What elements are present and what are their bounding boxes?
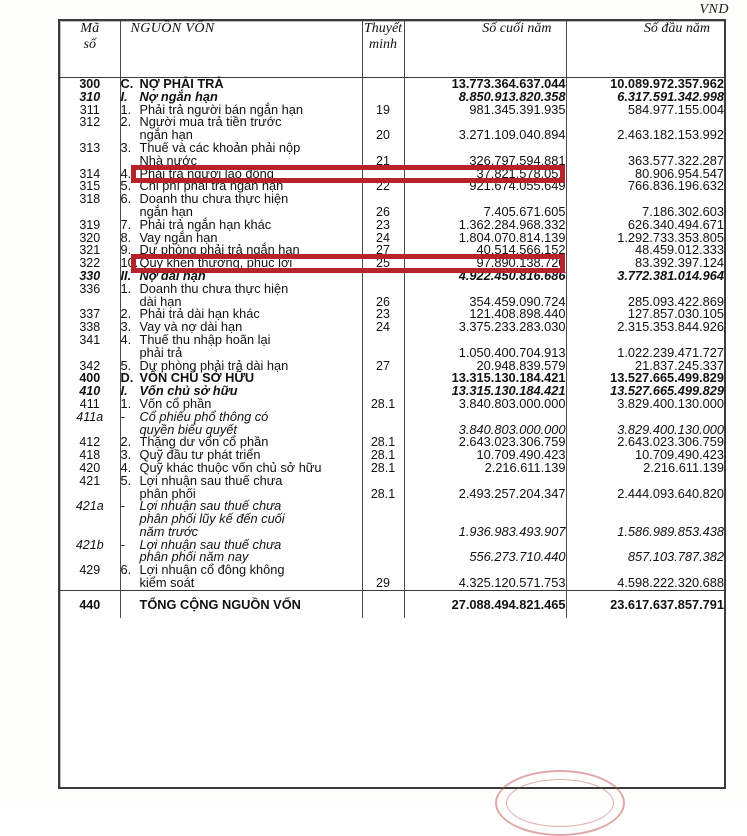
row-note-ref <box>362 475 404 488</box>
row-note-ref: 28.1 <box>362 436 404 449</box>
row-label: ngắn hạn <box>139 203 193 219</box>
row-note-ref: 21 <box>362 155 404 168</box>
row-code <box>60 577 120 590</box>
row-label: Dự phòng phải trả ngắn hạn <box>139 242 300 258</box>
row-marker: C. <box>120 76 134 91</box>
row-marker: II. <box>120 267 132 283</box>
row-code: 412 <box>79 435 101 450</box>
row-code: 429 <box>79 563 101 578</box>
row-marker: 1. <box>120 280 132 296</box>
row-label: VỐN CHỦ SỞ HỮU <box>139 370 255 386</box>
row-code <box>60 155 120 168</box>
row-note-ref <box>362 539 404 552</box>
row-label: phân phối năm nay <box>139 549 249 565</box>
row-value-previous-year: 285.093.422.869 <box>566 296 724 309</box>
row-code: 418 <box>79 448 101 463</box>
row-code <box>60 513 120 526</box>
row-label: phân phối <box>139 485 196 501</box>
row-note-ref <box>362 142 404 155</box>
row-code: 321 <box>79 243 101 258</box>
row-code: 319 <box>79 217 101 232</box>
row-label: Quỹ khác thuộc vốn chủ sở hữu <box>139 459 322 475</box>
row-value-current-year <box>404 500 566 513</box>
row-value-current-year: 13.315.130.184.421 <box>404 385 566 398</box>
row-code: 341 <box>79 332 101 347</box>
row-marker: 4. <box>120 459 132 475</box>
row-label: phải trả <box>139 344 183 360</box>
row-marker: I. <box>120 88 128 104</box>
row-value-previous-year: 4.598.222.320.688 <box>566 577 724 590</box>
row-marker: 6. <box>120 562 132 578</box>
row-value-previous-year: 3.829.400.130.000 <box>566 398 724 411</box>
row-label-cell <box>120 577 362 590</box>
row-note-ref: 24 <box>362 321 404 334</box>
row-label: Phải trả người lao động <box>139 165 274 181</box>
row-marker: - <box>120 498 125 514</box>
row-value-previous-year: 2.315.353.844.926 <box>566 321 724 334</box>
row-note-ref <box>362 590 404 617</box>
row-label: Thặng dư vốn cổ phần <box>139 434 269 450</box>
row-code: 300 <box>79 77 101 91</box>
row-code <box>60 526 120 539</box>
balance-sheet-table-container <box>58 19 726 789</box>
row-label: Quỹ khen thưởng, phúc lợi <box>139 255 293 271</box>
row-code: 421a <box>75 499 104 514</box>
row-label: Vay ngắn hạn <box>139 229 218 245</box>
row-code: 311 <box>79 102 100 117</box>
row-value-previous-year: 2.643.023.306.759 <box>566 436 724 449</box>
row-label: Thuế và các khoản phải nộp <box>139 139 301 155</box>
row-value-previous-year: 127.857.030.105 <box>566 308 724 321</box>
row-value-previous-year: 1.022.239.471.727 <box>566 347 724 360</box>
row-value-current-year: 97.890.138.720 <box>404 257 566 270</box>
row-code: 318 <box>79 192 101 207</box>
row-code: 421 <box>79 473 101 488</box>
row-value-current-year: 2.493.257.204.347 <box>404 488 566 501</box>
row-label: Nợ ngắn hạn <box>139 88 218 104</box>
row-note-ref: 28.1 <box>362 449 404 462</box>
row-marker: 9. <box>120 242 132 258</box>
row-marker: 8. <box>120 229 132 245</box>
row-value-previous-year: 48.459.012.333 <box>566 244 724 257</box>
row-label: Nhà nước <box>139 152 198 168</box>
row-marker: - <box>120 536 125 552</box>
row-marker: D. <box>120 370 134 386</box>
row-code: 411 <box>79 396 100 411</box>
row-note-ref: 29 <box>362 577 404 590</box>
row-note-ref: 28.1 <box>362 462 404 475</box>
row-note-ref: 23 <box>362 219 404 232</box>
row-value-previous-year: 10.709.490.423 <box>566 449 724 462</box>
row-marker: 1. <box>120 395 132 411</box>
table-row <box>60 577 724 590</box>
currency-unit-label: VND <box>699 2 729 17</box>
row-label: kiểm soát <box>139 575 195 591</box>
row-marker: 3. <box>120 319 132 335</box>
row-marker: 5. <box>120 357 132 373</box>
table-header <box>60 21 724 78</box>
row-code: 410 <box>79 384 101 399</box>
row-code: 338 <box>79 320 101 335</box>
row-code: 312 <box>79 115 101 130</box>
row-value-current-year: 1.362.284.968.332 <box>404 219 566 232</box>
row-value-current-year: 3.271.109.040.894 <box>404 129 566 142</box>
row-code: 411a <box>76 409 104 424</box>
row-value-current-year: 37.821.578.051 <box>404 168 566 181</box>
row-value-previous-year: 3.772.381.014.964 <box>566 270 724 283</box>
row-value-previous-year: 363.577.322.287 <box>566 155 724 168</box>
row-value-previous-year: 2.463.182.153.992 <box>566 129 724 142</box>
row-note-ref <box>362 372 404 385</box>
table-header-row <box>60 21 724 78</box>
row-label: Thuế thu nhập hoãn lại <box>139 331 271 347</box>
row-note-ref <box>362 270 404 283</box>
row-value-current-year: 4.922.450.816.686 <box>404 270 566 283</box>
row-note-ref: 26 <box>362 206 404 219</box>
row-value-previous-year: 857.103.787.382 <box>566 551 724 564</box>
row-note-ref: 26 <box>362 296 404 309</box>
row-code: 314 <box>79 166 101 181</box>
row-marker: 4. <box>120 331 132 347</box>
row-label-cell <box>120 590 362 617</box>
row-value-current-year: 3.840.803.000.000 <box>404 398 566 411</box>
row-value-previous-year: 3.829.400.130.000 <box>566 424 724 437</box>
row-code: 336 <box>79 281 101 296</box>
row-code: 320 <box>79 230 101 245</box>
column-header-current-year: Số cuối năm <box>404 21 566 78</box>
row-value-previous-year: 626.340.494.671 <box>566 219 724 232</box>
row-value-current-year: 4.325.120.571.753 <box>404 577 566 590</box>
row-marker: 1. <box>120 101 132 117</box>
row-marker: 2. <box>120 114 132 130</box>
row-value-current-year: 354.459.090.724 <box>404 296 566 309</box>
row-value-current-year: 7.405.671.605 <box>404 206 566 219</box>
column-header-note-line2: minh <box>369 37 397 53</box>
row-marker: - <box>120 408 125 424</box>
row-code: 330 <box>79 268 101 283</box>
row-note-ref <box>362 347 404 360</box>
row-marker: 2. <box>120 306 132 322</box>
row-label: phân phối lũy kế đến cuối <box>139 511 285 527</box>
row-value-previous-year: 766.836.196.632 <box>566 180 724 193</box>
row-note-ref: 22 <box>362 180 404 193</box>
column-header-code <box>60 21 120 78</box>
row-note-ref <box>362 91 404 104</box>
row-value-current-year: 1.804.070.814.139 <box>404 232 566 245</box>
row-label: quyền biểu quyết <box>139 421 237 437</box>
row-note-ref <box>362 283 404 296</box>
row-code <box>60 206 120 219</box>
column-header-note-line1: Thuyết <box>363 21 403 36</box>
row-code: 313 <box>79 140 101 155</box>
row-marker: 2. <box>120 434 132 450</box>
row-code: 342 <box>79 358 101 373</box>
row-value-previous-year: 13.527.665.499.829 <box>566 372 724 385</box>
row-label: Lợi nhuận cổ đông không <box>139 562 285 578</box>
row-label: Cổ phiếu phổ thông có <box>139 408 269 424</box>
row-label: Doanh thu chưa thực hiện <box>139 191 289 207</box>
row-value-current-year: 3.840.803.000.000 <box>404 424 566 437</box>
row-code: 337 <box>79 307 101 322</box>
row-value-current-year: 20.948.839.579 <box>404 360 566 373</box>
row-label: Chi phí phải trả ngắn hạn <box>139 178 284 194</box>
row-value-previous-year: 13.527.665.499.829 <box>566 385 724 398</box>
row-label: Doanh thu chưa thực hiện <box>139 280 289 296</box>
row-value-current-year: 13.773.364.637.044 <box>404 78 566 91</box>
row-label: Phải trả dài hạn khác <box>139 306 260 322</box>
row-label: NỢ PHẢI TRẢ <box>139 76 224 91</box>
row-value-current-year: 921.674.055.649 <box>404 180 566 193</box>
row-label: Vốn chủ sở hữu <box>139 383 238 399</box>
column-header-code-line1: Mã <box>80 21 100 36</box>
row-note-ref: 28.1 <box>362 398 404 411</box>
row-label: Người mua trả tiền trước <box>139 114 282 130</box>
row-value-current-year: 8.850.913.820.358 <box>404 91 566 104</box>
row-value-previous-year: 7.186.302.603 <box>566 206 724 219</box>
row-value-current-year: 981.345.391.935 <box>404 104 566 117</box>
table-row <box>60 590 724 617</box>
row-code: 400 <box>79 371 101 386</box>
column-header-name: NGUỒN VỐN <box>120 21 362 78</box>
row-value-previous-year: 1.586.989.853.438 <box>566 526 724 539</box>
row-label: năm trước <box>139 523 199 539</box>
row-value-current-year: 13.315.130.184.421 <box>404 372 566 385</box>
row-marker: 7. <box>120 216 132 232</box>
row-label: Dự phòng phải trả dài hạn <box>139 357 289 373</box>
row-marker: 5. <box>120 178 132 194</box>
row-value-current-year: 27.088.494.821.465 <box>404 590 566 617</box>
row-marker: 5. <box>120 472 132 488</box>
row-marker: 3. <box>120 447 132 463</box>
row-value-current-year: 3.375.233.283.030 <box>404 321 566 334</box>
row-code: 310 <box>79 89 101 104</box>
row-value-current-year: 121.408.898.440 <box>404 308 566 321</box>
row-value-current-year: 326.797.594.881 <box>404 155 566 168</box>
row-note-ref <box>362 78 404 91</box>
row-label: Vốn cổ phần <box>139 395 212 411</box>
column-header-note <box>362 21 404 78</box>
row-label: Lợi nhuận sau thuế chưa <box>139 498 282 514</box>
row-value-previous-year: 80.906.954.547 <box>566 168 724 181</box>
row-label: Lợi nhuận sau thuế chưa <box>139 472 283 488</box>
row-note-ref: 25 <box>362 257 404 270</box>
row-code: 421b <box>75 537 104 552</box>
row-note-ref: 27 <box>362 360 404 373</box>
row-note-ref: 24 <box>362 232 404 245</box>
row-marker: 10. <box>120 255 139 271</box>
row-value-previous-year: 10.089.972.357.962 <box>566 78 724 91</box>
balance-sheet-table <box>60 21 724 618</box>
row-note-ref <box>362 385 404 398</box>
row-value-current-year: 10.709.490.423 <box>404 449 566 462</box>
row-note-ref: 23 <box>362 308 404 321</box>
row-value-previous-year: 1.292.733.353.805 <box>566 232 724 245</box>
row-code <box>60 347 120 360</box>
row-value-previous-year: 2.444.093.640.820 <box>566 488 724 501</box>
row-marker: 6. <box>120 191 132 207</box>
row-label: Phải trả người bán ngắn hạn <box>139 101 304 117</box>
row-label: Quỹ đầu tư phát triển <box>139 447 261 463</box>
row-note-ref: 20 <box>362 129 404 142</box>
row-value-current-year: 1.050.400.704.913 <box>404 347 566 360</box>
row-code: 420 <box>79 460 101 475</box>
row-marker: I. <box>120 383 128 399</box>
row-value-current-year: 40.514.566.152 <box>404 244 566 257</box>
row-code: 315 <box>79 179 101 194</box>
row-label: Lợi nhuận sau thuế chưa <box>139 536 282 552</box>
row-note-ref <box>362 526 404 539</box>
row-note-ref: 19 <box>362 104 404 117</box>
row-value-previous-year: 584.977.155.004 <box>566 104 724 117</box>
row-label: Vay và nợ dài hạn <box>139 319 243 335</box>
column-header-previous-year: Số đầu năm <box>566 21 724 78</box>
row-value-previous-year: 83.392.397.124 <box>566 257 724 270</box>
row-value-previous-year: 6.317.591.342.998 <box>566 91 724 104</box>
row-note-ref <box>362 551 404 564</box>
row-label: Phải trả ngắn hạn khác <box>139 216 272 232</box>
row-value-current-year: 556.273.710.440 <box>404 551 566 564</box>
row-label: ngắn hạn <box>139 127 193 143</box>
row-label: dài hạn <box>139 293 182 309</box>
row-value-previous-year: 21.837.245.337 <box>566 360 724 373</box>
row-note-ref: 27 <box>362 244 404 257</box>
row-value-previous-year <box>566 500 724 513</box>
table-body <box>60 78 724 618</box>
row-marker: 3. <box>120 139 132 155</box>
row-marker: 4. <box>120 165 132 181</box>
row-value-previous-year: 23.617.637.857.791 <box>566 590 724 617</box>
row-code: 322 <box>79 256 101 271</box>
row-note-ref <box>362 500 404 513</box>
column-header-code-line2: số <box>83 37 96 53</box>
cut-off-header-text <box>62 0 362 8</box>
row-note-ref <box>362 334 404 347</box>
row-note-ref: 28.1 <box>362 488 404 501</box>
row-value-current-year: 2.643.023.306.759 <box>404 436 566 449</box>
row-note-ref <box>362 513 404 526</box>
row-label: TỔNG CỘNG NGUỒN VỐN <box>139 596 301 612</box>
row-value-current-year: 1.936.983.493.907 <box>404 526 566 539</box>
row-code: 440 <box>60 590 120 617</box>
row-label: Nợ dài hạn <box>139 267 206 283</box>
row-value-current-year: 2.216.611.139 <box>404 462 566 475</box>
row-note-ref <box>362 411 404 424</box>
row-value-previous-year: 2.216.611.139 <box>566 462 724 475</box>
